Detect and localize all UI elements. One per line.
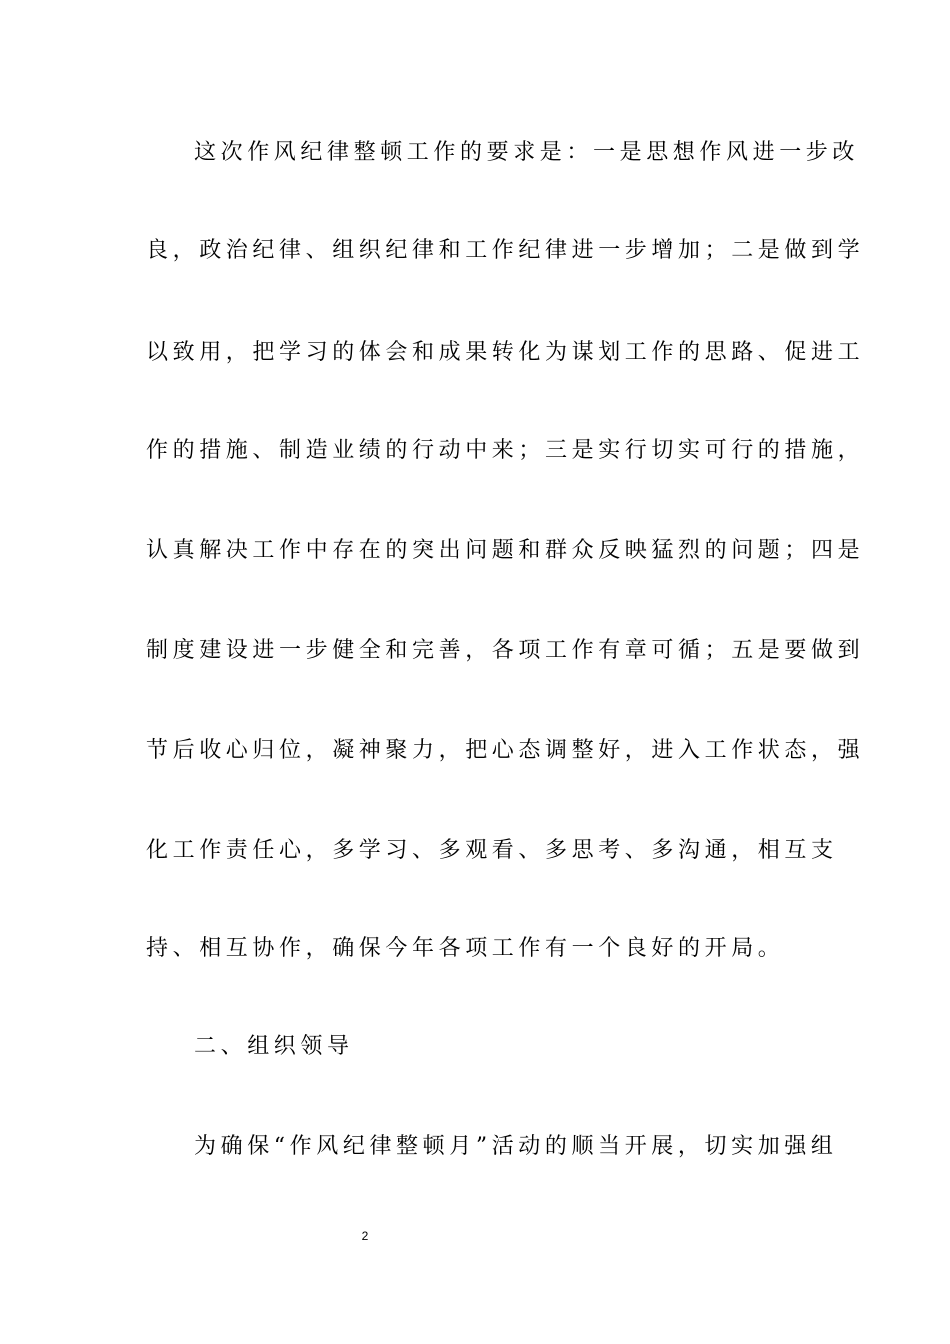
paragraph-line: 以致用，把学习的体会和成果转化为谋划工作的思路、促进工 xyxy=(146,340,865,365)
paragraph-line: 持、相互协作，确保今年各项工作有一个良好的开局。 xyxy=(146,936,785,961)
paragraph-line: 这次作风纪律整顿工作的要求是：一是思想作风进一步改 xyxy=(194,140,860,165)
section-heading: 二、组织领导 xyxy=(194,1034,354,1059)
paragraph-line: 制度建设进一步健全和完善，各项工作有章可循；五是要做到 xyxy=(146,638,865,663)
paragraph-line: 为确保“作风纪律整顿月”活动的顺当开展，切实加强组 xyxy=(194,1134,838,1159)
paragraph-line: 认真解决工作中存在的突出问题和群众反映猛烈的问题；四是 xyxy=(146,538,865,563)
page-number: 2 xyxy=(361,1229,369,1243)
paragraph-line: 作的措施、制造业绩的行动中来；三是实行切实可行的措施， xyxy=(146,438,865,463)
paragraph-line: 良，政治纪律、组织纪律和工作纪律进一步增加；二是做到学 xyxy=(146,238,865,263)
paragraph-line: 节后收心归位，凝神聚力，把心态调整好，进入工作状态，强 xyxy=(146,738,865,763)
paragraph-line: 化工作责任心，多学习、多观看、多思考、多沟通，相互支 xyxy=(146,838,838,863)
